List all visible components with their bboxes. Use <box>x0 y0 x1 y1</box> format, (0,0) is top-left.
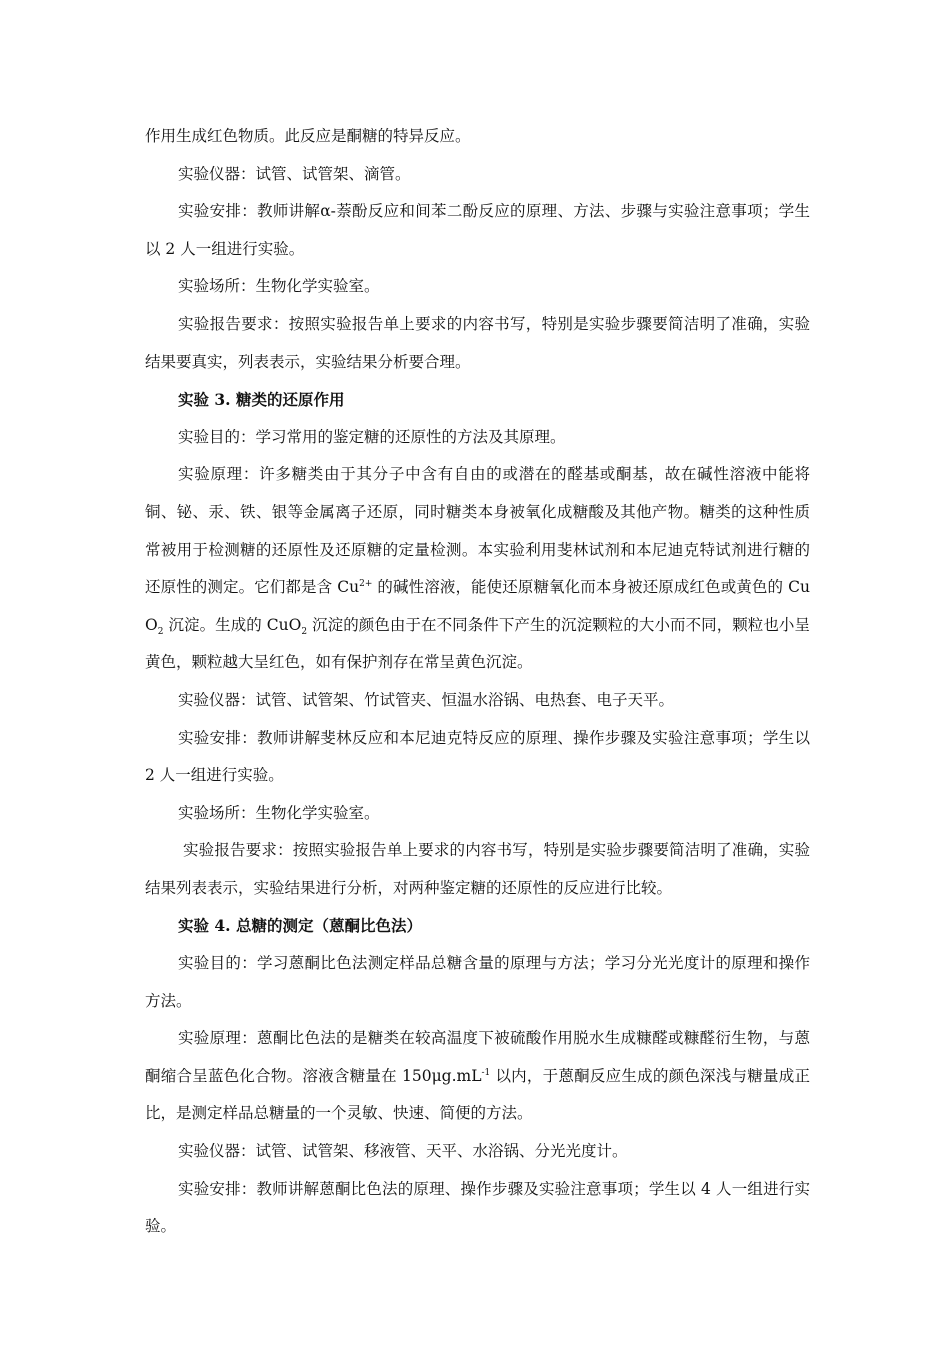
oxide-subscript-1: 2 <box>157 626 164 637</box>
paragraph-instruments-exp3: 实验仪器：试管、试管架、竹试管夹、恒温水浴锅、电热套、电子天平。 <box>178 690 675 709</box>
principle-text-part-4: 沉淀的颜色由于在不同条件下产生的沉淀颗粒的大小而不同，颗粒也小呈黄色，颗粒越大呈红色，如有保护剂存在常呈黄色沉淀。 <box>145 615 810 672</box>
unit-exponent-superscript: -1 <box>481 1067 491 1078</box>
principle4-text-part-1: 实验原理：蒽酮比色法的是糖类在较高温度下被硫酸作用脱水生成糠醛或糠醛衍生物，与蒽酮缩合呈蓝色化合物。溶液含糖量在 150μg.mL <box>145 1029 810 1085</box>
paragraph-location-exp3: 实验场所：生物化学实验室。 <box>178 803 380 822</box>
principle-text-part-3: 沉淀。生成的 CuO <box>163 615 302 634</box>
paragraph-purpose-exp3: 实验目的：学习常用的鉴定糖的还原性的方法及其原理。 <box>178 427 566 446</box>
heading-experiment-4: 实验 4. 总糖的测定（蒽酮比色法） <box>178 916 422 936</box>
paragraph-instruments-exp4: 实验仪器：试管、试管架、移液管、天平、水浴锅、分光光度计。 <box>178 1142 628 1161</box>
paragraph-report-exp3: 实验报告要求：按照实验报告单上要求的内容书写，特别是实验步骤要简洁明了准确，实验结果列表表示，实验结果进行分析，对两种鉴定糖的还原性的反应进行比较。 <box>145 841 810 897</box>
paragraph-purpose-exp4: 实验目的：学习蒽酮比色法测定样品总糖含量的原理与方法；学习分光光度计的原理和操作方法。 <box>145 954 810 1010</box>
paragraph-principle-exp3 <box>145 456 810 682</box>
heading-experiment-3: 实验 3. 糖类的还原作用 <box>178 390 345 410</box>
paragraph-arrangement-exp2: 实验安排：教师讲解α-萘酚反应和间苯二酚反应的原理、方法、步骤与实验注意事项；学生以 2 人一组进行实验。 <box>145 202 810 258</box>
paragraph-principle-exp4 <box>145 1020 810 1133</box>
cu-charge-superscript: 2+ <box>359 578 373 589</box>
principle-text-part-1: 实验原理：许多糖类由于其分子中含有自由的或潜在的醛基或酮基，故在碱性溶液中能将铜、铋、汞、铁、银等金属离子还原，同时糖类本身被氧化成糖酸及其他产物。糖类的这种性质常被用于检测糖的还原性及还原糖的定量检测。本实验利用斐林试剂和本尼迪克特试剂进行糖的还原性的测定。它们都是含 Cu <box>145 465 810 597</box>
principle-text-part-2: 的碱性溶液，能使还原糖氧化而本身被还原成红色或黄色的 CuO <box>145 578 810 634</box>
paragraph-arrangement-exp4: 实验安排：教师讲解蒽酮比色法的原理、操作步骤及实验注意事项；学生以 4 人一组进行实验。 <box>145 1179 810 1236</box>
paragraph-arrangement-exp3: 实验安排：教师讲解斐林反应和本尼迪克特反应的原理、操作步骤及实验注意事项；学生以 2 人一组进行实验。 <box>145 728 810 785</box>
paragraph-report-exp2: 实验报告要求：按照实验报告单上要求的内容书写，特别是实验步骤要简洁明了准确，实验结果要真实，列表表示，实验结果分析要合理。 <box>145 314 810 371</box>
oxide-subscript-2: 2 <box>301 626 308 637</box>
paragraph-location-exp2: 实验场所：生物化学实验室。 <box>178 277 380 296</box>
principle4-text-part-2: 以内，于蒽酮反应生成的颜色深浅与糖量成正比，是测定样品总糖量的一个灵敏、快速、简便的方法。 <box>145 1066 810 1123</box>
document-body <box>145 118 810 1246</box>
paragraph-reaction-continuation: 作用生成红色物质。此反应是酮糖的特异反应。 <box>145 127 471 145</box>
paragraph-instruments-exp2: 实验仪器：试管、试管架、滴管。 <box>178 164 411 183</box>
